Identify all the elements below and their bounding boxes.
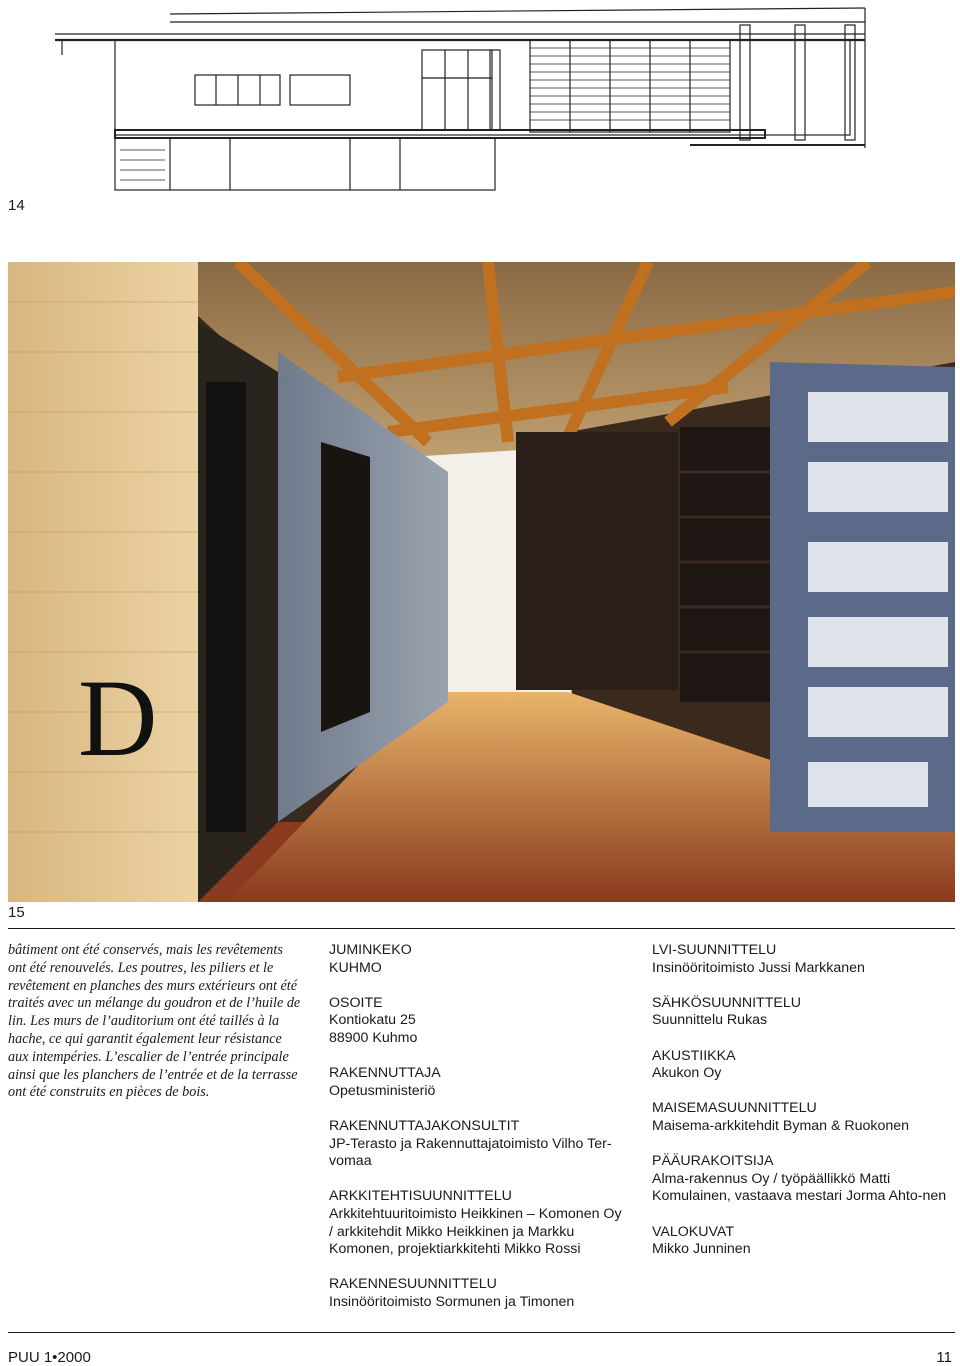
interior-photo — [8, 262, 955, 902]
footer-magazine: PUU 1•2000 — [8, 1349, 91, 1366]
credit-rakennesuunnittelu: RAKENNESUUNNITTELU Insinööritoimisto Sormunen ja Timonen — [329, 1276, 575, 1310]
french-article-text: bâtiment ont été conservés, mais les revêtements ont été renouvelés. Les poutres, les piliers et le revêtement en planches des murs extérieurs ont été traités avec un mélange du goudron et de l’huile de lin. Les murs de l’auditorium ont été taillés à la hache, ce qui garantit également leur résistance aux intempéries. L’escalier de l’entrée principale ainsi que les planchers de l’entrée et de la terrasse ont été construits en pièces de bois. — [8, 942, 301, 1101]
footer-page-number: 11 — [936, 1349, 952, 1366]
caption-rule — [8, 928, 955, 929]
credit-akustiikka: AKUSTIIKKA Akukon Oy — [652, 1047, 736, 1082]
credit-valokuvat: VALOKUVAT Mikko Junninen — [652, 1223, 751, 1258]
figure-number-14: 14 — [8, 197, 25, 214]
credit-lvi-suunnittelu: LVI-SUUNNITTELU Insinööritoimisto Jussi Markkanen — [652, 942, 865, 976]
credit-arkkitehtisuunnittelu: ARKKITEHTISUUNNITTELU Arkkitehtuuritoimisto Heikkinen – Komonen Oy / arkkitehdit Mikko Heikkinen ja Markku Komonen, projektiarkkitehti Mikko Rossi — [329, 1188, 622, 1258]
credit-osoite: OSOITE Kontiokatu 25 — [329, 994, 416, 1029]
photo-letter: D — [78, 657, 158, 779]
credit-sahkosuunnittelu: SÄHKÖSUUNNITTELU Suunnittelu Rukas — [652, 994, 801, 1029]
credit-rakennuttajakonsultit: RAKENNUTTAJAKONSULTIT JP-Terasto ja Rakennuttajatoimisto Vilho Ter-vomaa — [329, 1117, 612, 1170]
credit-juminkeko: JUMINKEKO KUHMO — [329, 942, 412, 976]
credit-rakennuttaja: RAKENNUTTAJA Opetusministeriö — [329, 1065, 441, 1099]
credits-right-column — [652, 942, 947, 1276]
credit-maisemasuunnittelu: MAISEMASUUNNITTELU Maisema-arkkitehdit Byman & Ruokonen — [652, 1100, 910, 1134]
credit-osoite-postal: 88900 Kuhmo — [329, 1029, 418, 1046]
figure-number-15: 15 — [8, 904, 25, 921]
footer-rule — [8, 1332, 955, 1333]
section-drawing — [50, 0, 870, 195]
credits-middle-column — [329, 942, 624, 1329]
credit-paaurakoitsija: PÄÄURAKOITSIJA Alma-rakennus Oy / työpäällikkö Matti Komulainen, vastaava mestari Jorma Ahto-nen — [652, 1153, 947, 1205]
